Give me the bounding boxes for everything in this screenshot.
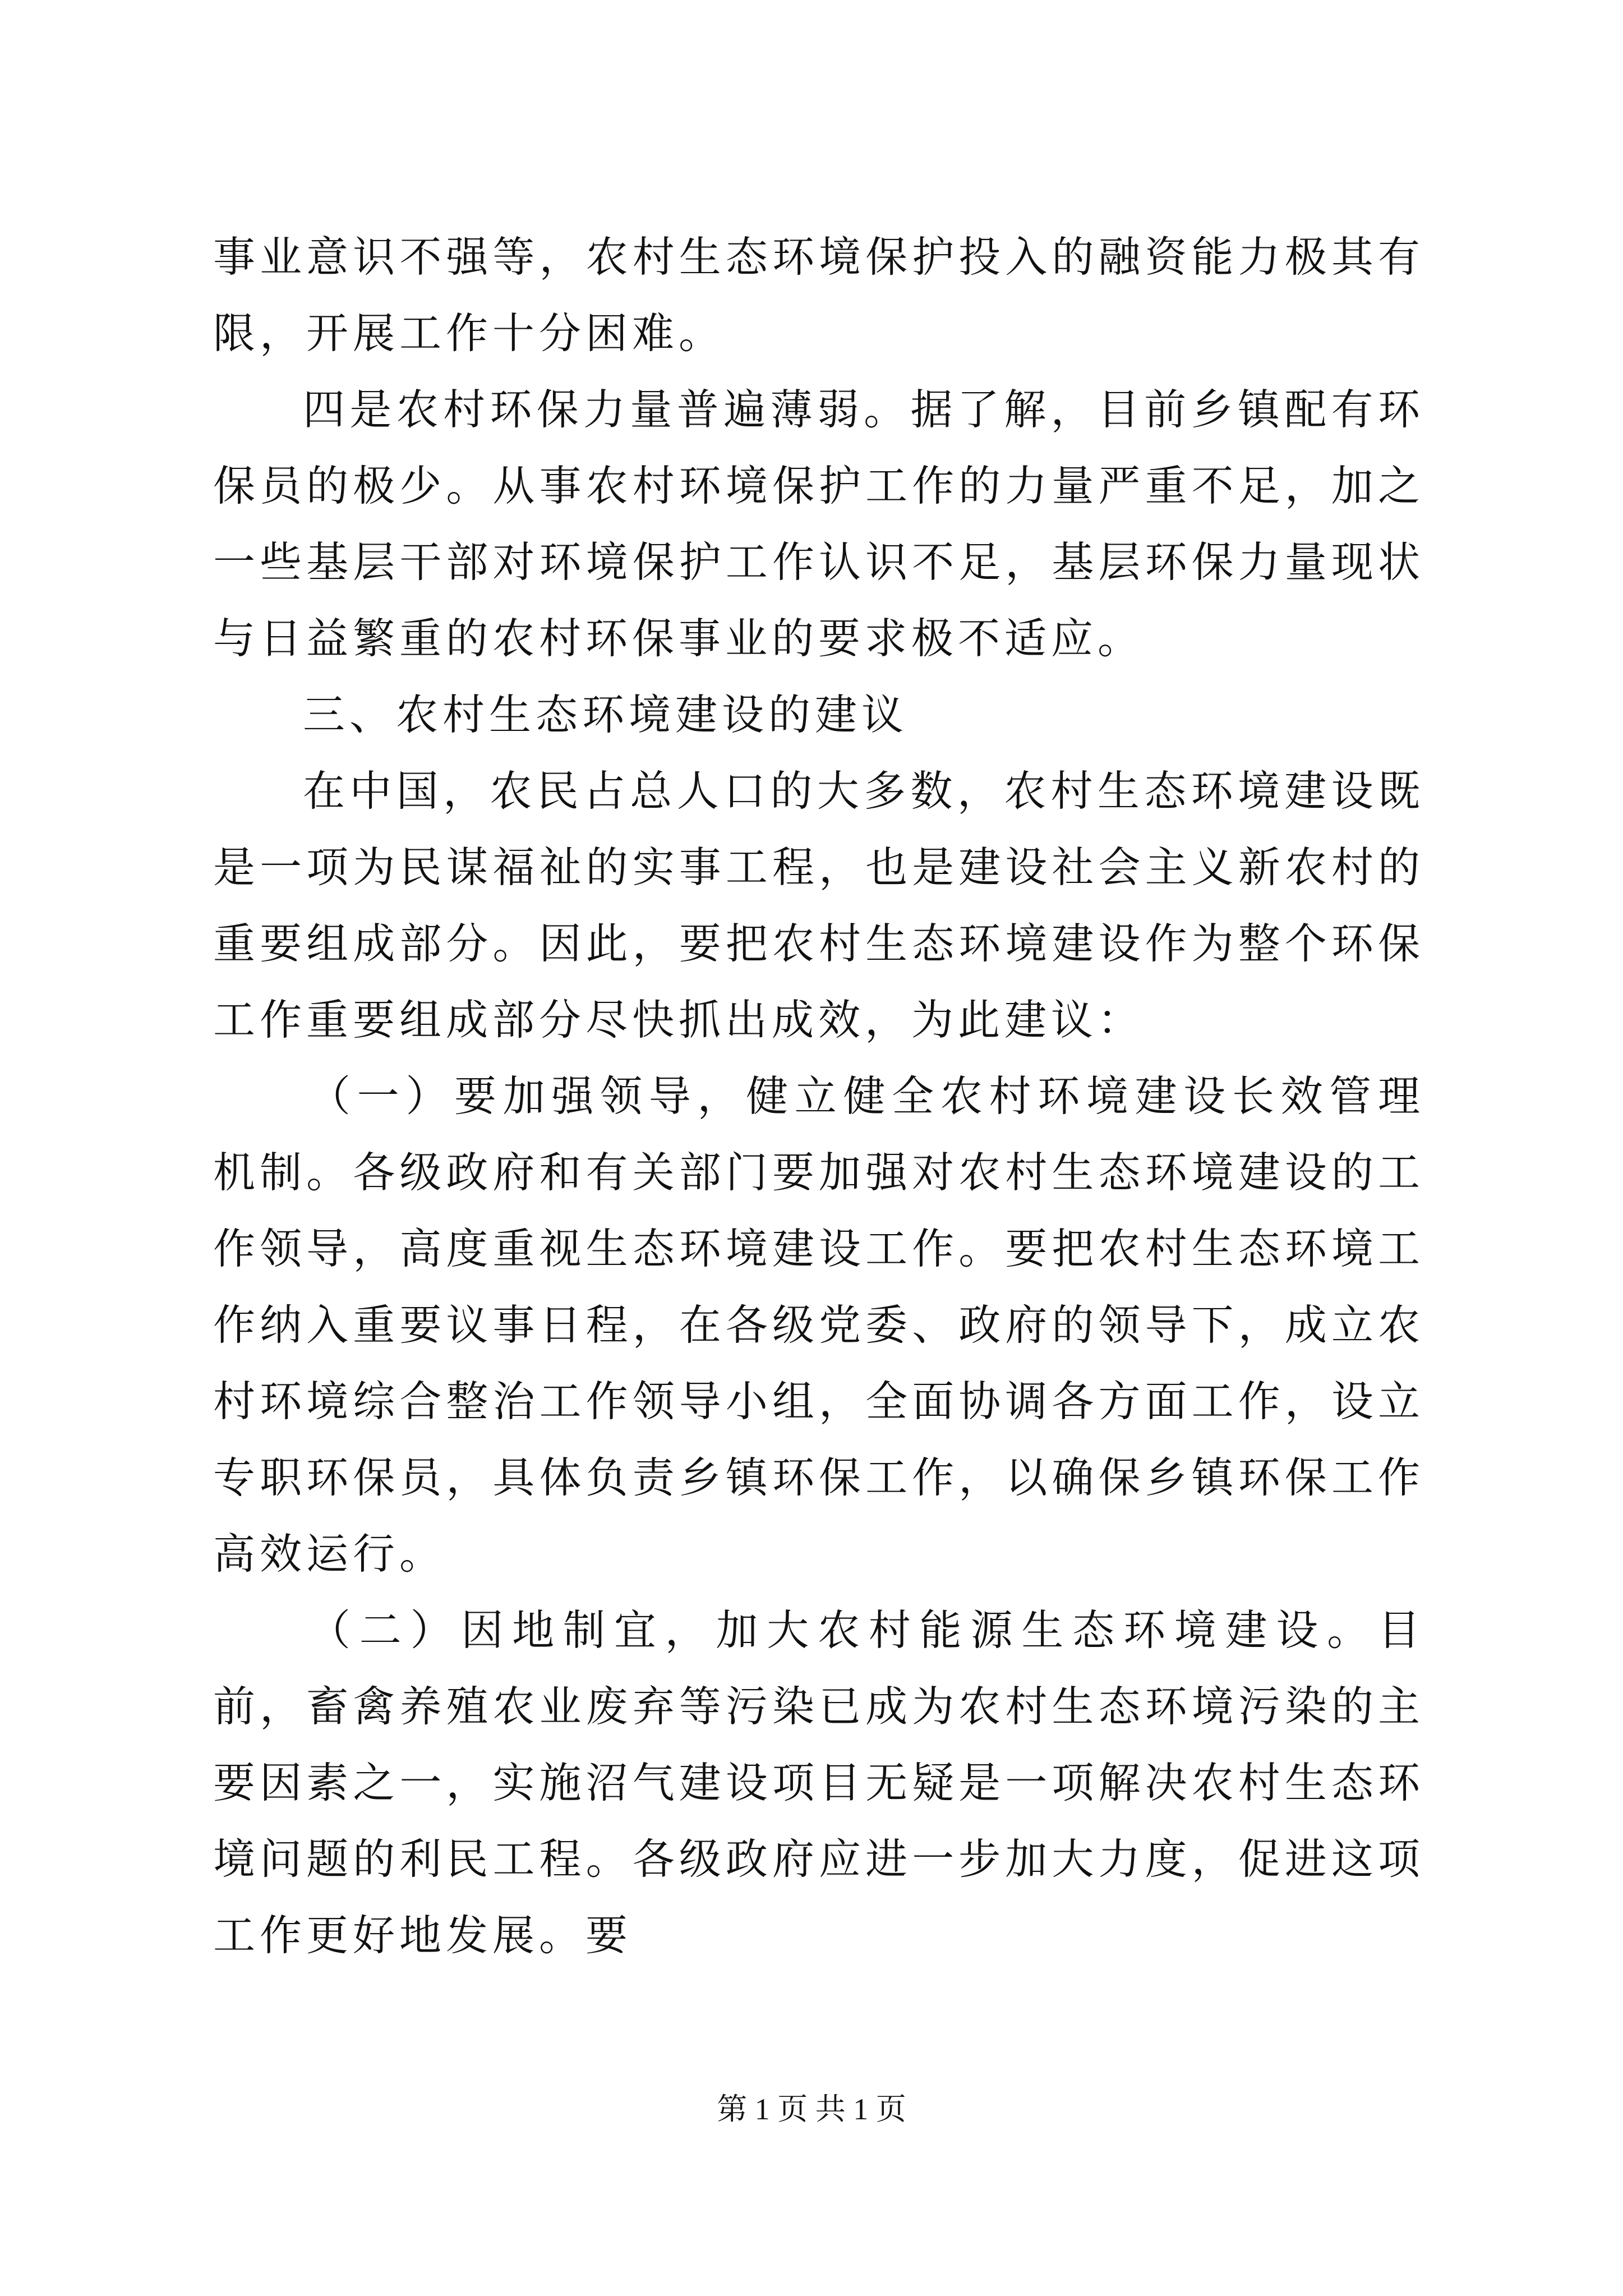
paragraph-item-one: （一）要加强领导，健立健全农村环境建设长效管理机制。各级政府和有关部门要加强对农村生态环境建设的工作领导，高度重视生态环境建设工作。要把农村生态环境工作纳入重要议事日程，在各级党委、政府的领导下，成立农村环境综合整治工作领导小组，全面协调各方面工作，设立专职环保员，具体负责乡镇环保工作，以确保乡镇环保工作高效运行。 <box>213 1071 1424 1579</box>
paragraph-continuation: 事业意识不强等，农村生态环境保护投入的融资能力极其有限，开展工作十分困难。 <box>213 232 1424 358</box>
page-number-footer: 第 1 页 共 1 页 <box>717 2092 906 2126</box>
paragraph-intro: 在中国，农民占总人口的大多数，农村生态环境建设既是一项为民谋福祉的实事工程，也是建设社会主义新农村的重要组成部分。因此，要把农村生态环境建设作为整个环保工作重要组成部分尽快抓出成效，为此建议： <box>213 766 1424 1045</box>
paragraph-point-four: 四是农村环保力量普遍薄弱。据了解，目前乡镇配有环保员的极少。从事农村环境保护工作的力量严重不足，加之一些基层干部对环境保护工作认识不足，基层环保力量现状与日益繁重的农村环保事业的要求极不适应。 <box>213 385 1424 663</box>
document-body <box>213 219 1424 1973</box>
paragraph-item-two: （二）因地制宜，加大农村能源生态环境建设。目前，畜禽养殖农业废弃等污染已成为农村生态环境污染的主要因素之一，实施沼气建设项目无疑是一项解决农村生态环境问题的利民工程。各级政府应进一步加大力度，促进这项工作更好地发展。要 <box>213 1605 1424 1960</box>
section-heading-three: 三、农村生态环境建设的建议 <box>303 690 909 739</box>
